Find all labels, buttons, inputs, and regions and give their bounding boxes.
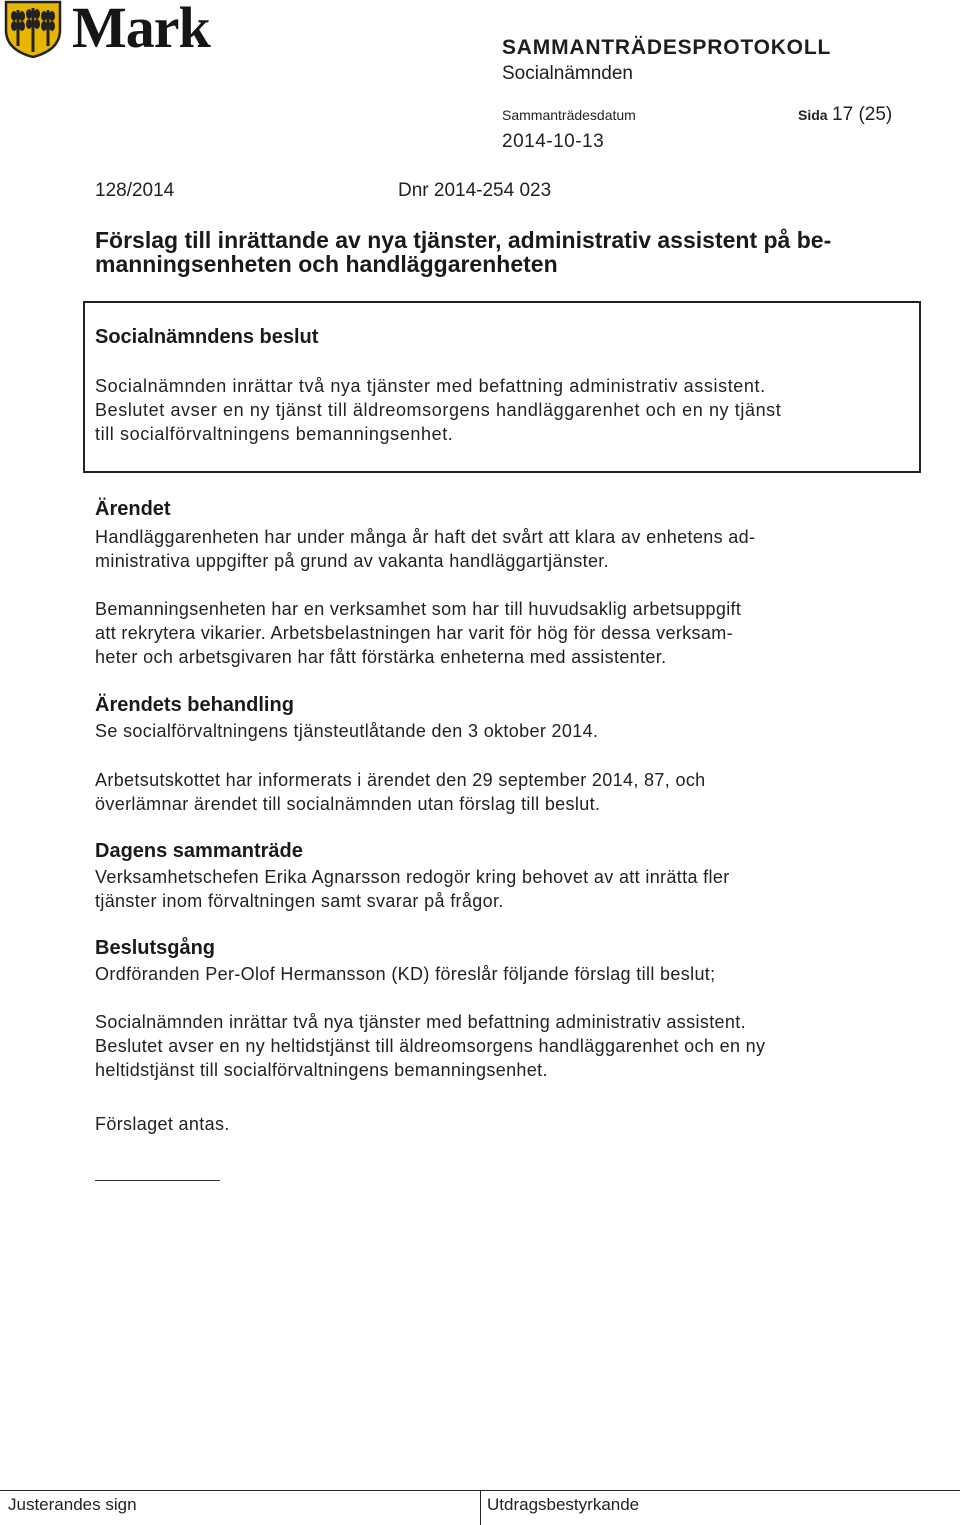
- text-line: Se socialförvaltningens tjänsteutlåtande den 3 oktober 2014.: [95, 721, 599, 741]
- diary-number: Dnr 2014-254 023: [398, 180, 552, 201]
- text-line: tjänster inom förvaltningen samt svarar på frågor.: [95, 891, 504, 911]
- municipality-logo: [2, 0, 232, 60]
- text-line: Beslutet avser en ny tjänst till äldreomsorgens handläggarenhet och en ny tjänst: [95, 400, 782, 420]
- text-line: Handläggarenheten har under många år haft det svårt att klara av enhetens ad-: [95, 527, 756, 547]
- section-heading-beslutsgang: Beslutsgång: [95, 937, 216, 959]
- organization-name: Socialnämnden: [502, 63, 633, 84]
- text-line: till socialförvaltningens bemanningsenhet.: [95, 424, 454, 444]
- page-label: Sida: [798, 107, 828, 123]
- text-line: Beslutet avser en ny heltidstjänst till äldreomsorgens handläggarenhet och en ny: [95, 1036, 766, 1056]
- text-line: ministrativa uppgifter på grund av vakanta handläggartjänster.: [95, 551, 610, 571]
- document-type: SAMMANTRÄDESPROTOKOLL: [502, 36, 832, 59]
- footer: [0, 1490, 960, 1525]
- decision-text: [95, 374, 781, 446]
- text-line: heter och arbetsgivaren har fått förstärka enheterna med assistenter.: [95, 647, 667, 667]
- beslutsgang-paragraph: [95, 962, 716, 986]
- text-line: Förslaget antas.: [95, 1114, 230, 1134]
- case-number: 128/2014: [95, 180, 175, 201]
- section-heading-dagens: Dagens sammanträde: [95, 840, 303, 862]
- page-number: 17 (25): [832, 104, 893, 125]
- text-line: att rekrytera vikarier. Arbetsbelastningen har varit för hög för dessa verksam-: [95, 623, 733, 643]
- text-line: Socialnämnden inrättar två nya tjänster med befattning administrativ assistent.: [95, 1012, 746, 1032]
- text-line: Arbetsutskottet har informerats i ärendet den 29 september 2014, 87, och: [95, 770, 706, 790]
- footer-divider: [480, 1491, 481, 1525]
- section-heading-behandling: Ärendets behandling: [95, 694, 294, 716]
- end-rule: [95, 1180, 220, 1181]
- section-heading-arendet: Ärendet: [95, 498, 171, 520]
- beslutsgang-paragraph: [95, 1112, 230, 1136]
- page-indicator: [798, 104, 892, 126]
- text-line: Socialnämnden inrättar två nya tjänster med befattning administrativ assistent.: [95, 376, 766, 396]
- text-line: Bemanningsenheten har en verksamhet som har till huvudsaklig arbetsuppgift: [95, 599, 742, 619]
- arendet-paragraph: [95, 525, 755, 573]
- dagens-paragraph: [95, 865, 730, 913]
- case-title-line: Förslag till inrättande av nya tjänster, administrativ assistent på be-: [95, 227, 832, 253]
- arendet-paragraph: [95, 597, 741, 669]
- text-line: Ordföranden Per-Olof Hermansson (KD) föreslår följande förslag till beslut;: [95, 964, 716, 984]
- beslutsgang-paragraph: [95, 1010, 765, 1082]
- footer-utdragsbestyrkande: Utdragsbestyrkande: [487, 1495, 640, 1514]
- meeting-date-label: Sammanträdesdatum: [502, 107, 636, 123]
- case-reference: [95, 180, 552, 202]
- behandling-paragraph: [95, 768, 706, 816]
- meeting-date: 2014-10-13: [502, 131, 605, 152]
- text-line: heltidstjänst till socialförvaltningens bemanningsenhet.: [95, 1060, 548, 1080]
- footer-justerandes-sign: Justerandes sign: [8, 1495, 137, 1514]
- text-line: överlämnar ärendet till socialnämnden utan förslag till beslut.: [95, 794, 601, 814]
- coat-of-arms-icon: [2, 0, 64, 58]
- logo-wordmark: Mark: [72, 0, 210, 60]
- text-line: Verksamhetschefen Erika Agnarsson redogör kring behovet av att inrätta fler: [95, 867, 730, 887]
- behandling-paragraph: [95, 719, 598, 743]
- case-title-line: manningsenheten och handläggarenheten: [95, 251, 558, 277]
- case-title: [95, 228, 831, 276]
- decision-heading: Socialnämndens beslut: [95, 326, 319, 348]
